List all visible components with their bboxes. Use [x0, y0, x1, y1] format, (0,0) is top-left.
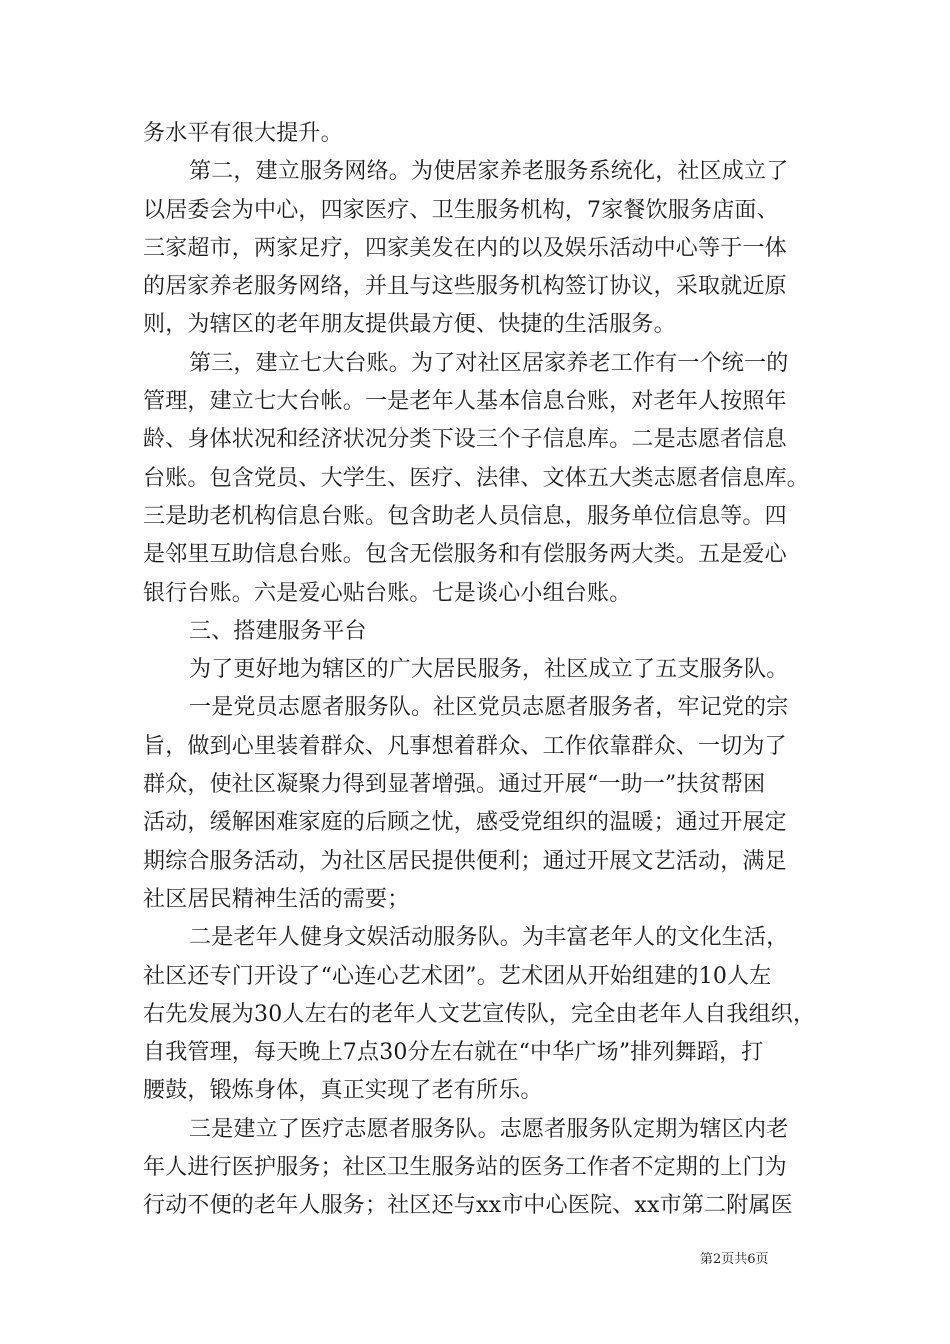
text-line: 以居委会为中心，四家医疗、卫生服务机构，7家餐饮服务店面、 — [143, 197, 779, 223]
text-line: 的居家养老服务网络，并且与这些服务机构签订协议，采取就近原 — [143, 274, 787, 300]
text-line: 三是助老机构信息台账。包含助老人员信息，服务单位信息等。四 — [143, 503, 787, 529]
text-line: 期综合服务活动，为社区居民提供便利；通过开展文艺活动，满足 — [143, 848, 787, 874]
text-line: 行动不便的老年人服务；社区还与xx市中心医院、xx市第二附属医 — [143, 1193, 793, 1219]
text-line: 群众，使社区凝聚力得到显著增强。通过开展“一助一”扶贫帮困 — [143, 772, 766, 798]
text-line: 自我管理，每天晚上7点30分左右就在“中华广场”排列舞蹈，打 — [143, 1040, 764, 1066]
text-line: 三是建立了医疗志愿者服务队。志愿者服务队定期为辖区内老 — [189, 1116, 789, 1142]
text-line: 是邻里互助信息台账。包含无偿服务和有偿服务两大类。五是爱心 — [143, 542, 787, 568]
text-line: 二是老年人健身文娱活动服务队。为丰富老年人的文化生活， — [189, 925, 789, 951]
text-line: 旨，做到心里装着群众、凡事想着群众、工作依靠群众、一切为了 — [143, 733, 787, 759]
text-line: 年人进行医护服务；社区卫生服务站的医务工作者不定期的上门为 — [143, 1155, 787, 1181]
text-line: 腰鼓，锻炼身体，真正实现了老有所乐。 — [143, 1078, 543, 1104]
text-line: 管理，建立七大台帐。一是老年人基本信息台账，对老年人按照年 — [143, 389, 787, 415]
page-number-footer: 第2页共6页 — [700, 1252, 769, 1267]
text-line: 则，为辖区的老年朋友提供最方便、快捷的生活服务。 — [143, 312, 676, 338]
text-line: 三家超市，两家足疗，四家美发在内的以及娱乐活动中心等于一体 — [143, 235, 787, 261]
text-line: 银行台账。六是爱心贴台账。七是谈心小组台账。 — [143, 580, 632, 606]
document-body — [143, 115, 819, 1226]
text-line: 第三，建立七大台账。为了对社区居家养老工作有一个统一的 — [189, 350, 789, 376]
text-line: 台账。包含党员、大学生、医疗、法律、文体五大类志愿者信息库。 — [143, 465, 810, 491]
text-line: 右先发展为30人左右的老年人文艺宣传队，完全由老年人自我组织， — [143, 1001, 816, 1027]
text-line: 活动，缓解困难家庭的后顾之忧，感受党组织的温暖；通过开展定 — [143, 810, 787, 836]
text-line: 第二，建立服务网络。为使居家养老服务系统化，社区成立了 — [189, 159, 789, 185]
text-line: 社区还专门开设了“心连心艺术团”。艺术团从开始组建的10人左 — [143, 963, 772, 989]
text-line: 社区居民精神生活的需要； — [143, 886, 410, 912]
text-line: 一是党员志愿者服务队。社区党员志愿者服务者，牢记党的宗 — [189, 695, 789, 721]
text-line: 为了更好地为辖区的广大居民服务，社区成立了五支服务队。 — [189, 657, 789, 683]
text-line: 三、搭建服务平台 — [189, 618, 367, 644]
text-line: 务水平有很大提升。 — [143, 121, 343, 146]
text-line: 龄、身体状况和经济状况分类下设三个子信息库。二是志愿者信息 — [143, 427, 787, 453]
